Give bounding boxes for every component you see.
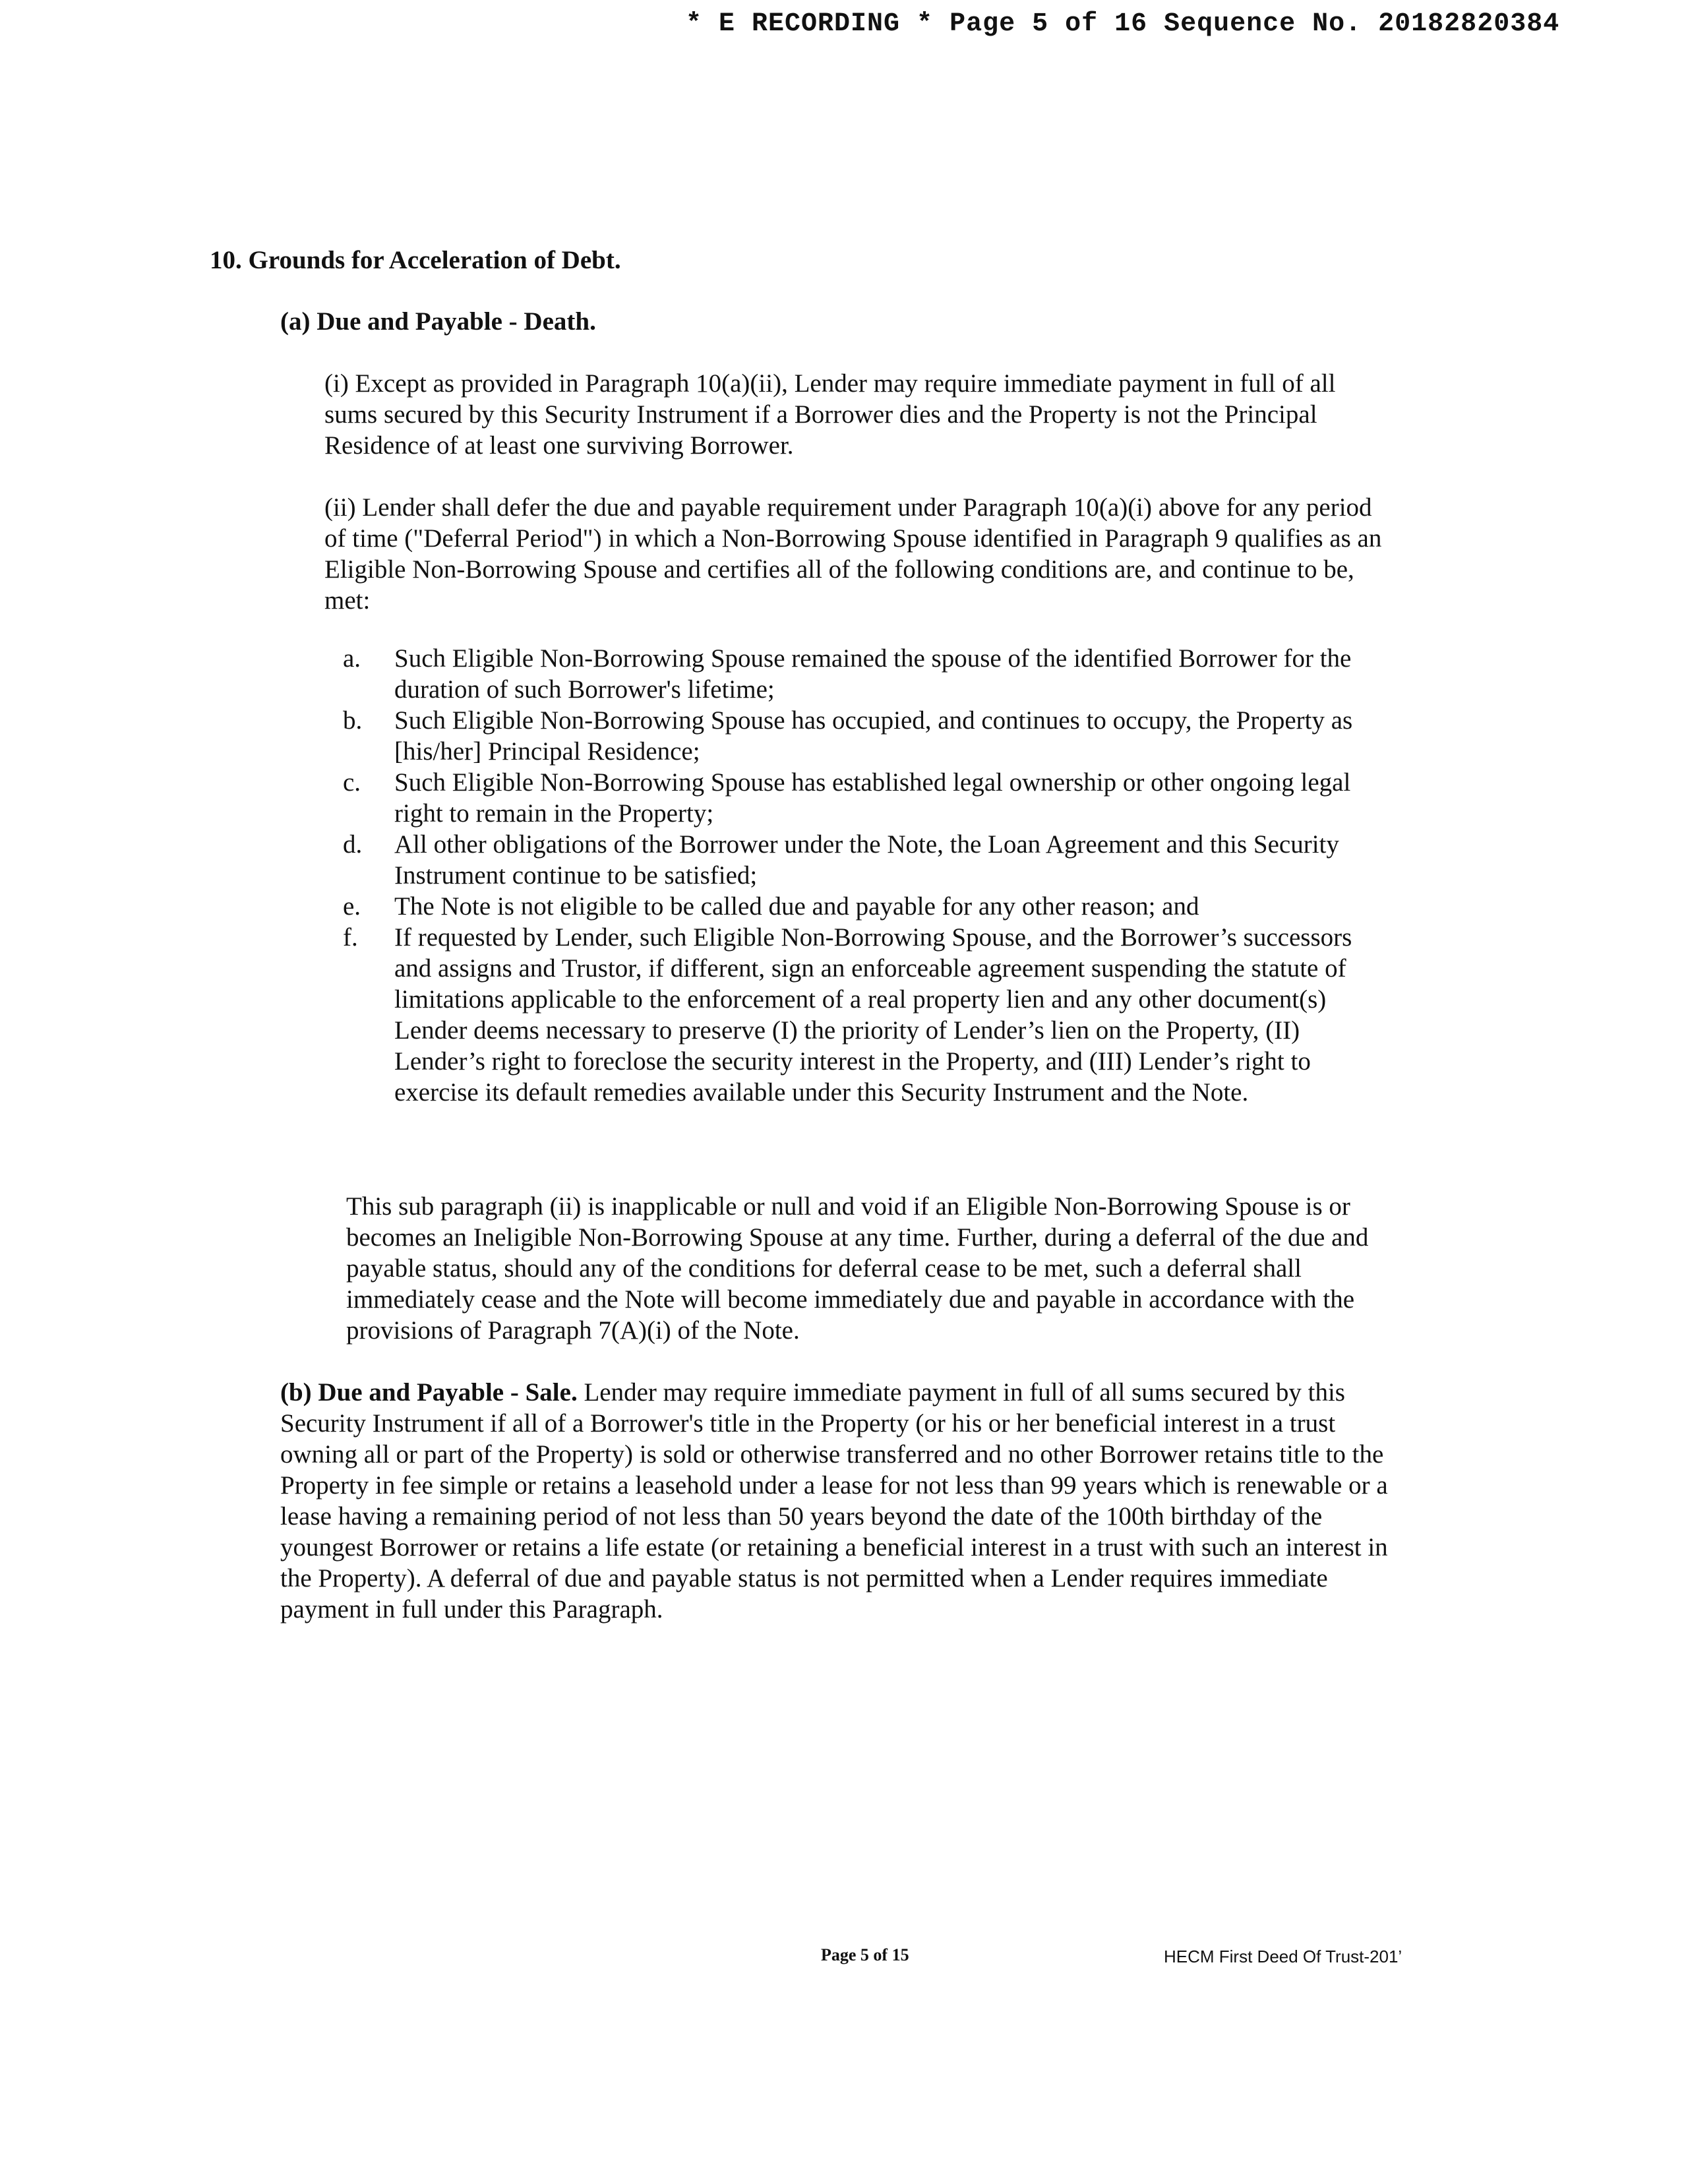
paragraph-ii: (ii) Lender shall defer the due and payable requirement under Paragraph 10(a)(i) above for any period of time ("Deferral Period") in which a Non-Borrowing Spouse identified in Paragraph 9 qualifies as an Eligible Non-Borrowing Spouse and certifies all of the following conditions are, and continue to be, met: bbox=[324, 493, 1382, 615]
subsection-b-paragraph bbox=[280, 1377, 1388, 1625]
list-item bbox=[343, 891, 1385, 922]
subsection-b-title: (b) Due and Payable - Sale. bbox=[280, 1378, 578, 1407]
recording-header: * E RECORDING * Page 5 of 16 Sequence No. 20182820384 bbox=[686, 9, 1560, 39]
subsection-a-title: (a) Due and Payable - Death. bbox=[280, 307, 596, 336]
list-item bbox=[343, 767, 1385, 829]
list-item-text: Such Eligible Non-Borrowing Spouse has occupied, and continues to occupy, the Property as [his/her] Principal Residence; bbox=[394, 706, 1353, 766]
list-item bbox=[343, 643, 1385, 705]
paragraph-i: (i) Except as provided in Paragraph 10(a)(ii), Lender may require immediate payment in full of all sums secured by this Security Instrument if a Borrower dies and the Property is not the Principal Residence of at least one surviving Borrower. bbox=[324, 369, 1336, 460]
list-marker: d. bbox=[343, 830, 363, 859]
list-marker: e. bbox=[343, 892, 361, 921]
list-item-text: Such Eligible Non-Borrowing Spouse remained the spouse of the identified Borrower for the duration of such Borrower's lifetime; bbox=[394, 644, 1352, 704]
list-marker: a. bbox=[343, 644, 361, 673]
list-item bbox=[343, 922, 1385, 1108]
list-marker: f. bbox=[343, 923, 358, 952]
list-item-text: All other obligations of the Borrower under the Note, the Loan Agreement and this Security Instrument continue to be satisfied; bbox=[394, 830, 1339, 890]
list-item bbox=[343, 705, 1385, 767]
section-title: 10. Grounds for Acceleration of Debt. bbox=[210, 246, 621, 274]
list-item-text: If requested by Lender, such Eligible Non-Borrowing Spouse, and the Borrower’s successors and assigns and Trustor, if different, sign an enforceable agreement suspending the statute of limitations applicable to the enforcement of a real property lien and any other document(s) Lender deems necessary to preserve (I) the priority of Lender’s lien on the Property, (II) Lender’s right to foreclose the security interest in the Property, and (III) Lender’s right to exercise its default remedies available under this Security Instrument and the Note. bbox=[394, 923, 1352, 1107]
list-item bbox=[343, 829, 1385, 891]
subsection-b-text: Lender may require immediate payment in full of all sums secured by this Security Instrument if all of a Borrower's title in the Property (or his or her beneficial interest in a trust owning all or part of the Property) is sold or otherwise transferred and no other Borrower retains title to the Property in fee simple or retains a leasehold under a lease for not less than 99 years which is renewable or a lease having a remaining period of not less than 50 years beyond the date of the 100th birthday of the youngest Borrower or retains a life estate (or retaining a beneficial interest in a trust with such an interest in the Property). A deferral of due and payable status is not permitted when a Lender requires immediate payment in full under this Paragraph. bbox=[280, 1378, 1388, 1623]
list-item-text: The Note is not eligible to be called due and payable for any other reason; and bbox=[394, 892, 1199, 921]
list-item-text: Such Eligible Non-Borrowing Spouse has established legal ownership or other ongoing legal right to remain in the Property; bbox=[394, 768, 1351, 828]
deferral-conditions-list bbox=[343, 643, 1385, 1108]
footer-page-number: Page 5 of 15 bbox=[821, 1945, 909, 1964]
list-marker: c. bbox=[343, 768, 361, 797]
list-marker: b. bbox=[343, 706, 363, 735]
null-and-void-paragraph: This sub paragraph (ii) is inapplicable or null and void if an Eligible Non-Borrowing Spouse is or becomes an Ineligible Non-Borrowing Spouse at any time. Further, during a deferral of the due and payable status, should any of the conditions for deferral cease to be met, such a deferral shall immediately cease and the Note will become immediately due and payable in accordance with the provisions of Paragraph 7(A)(i) of the Note. bbox=[346, 1192, 1369, 1345]
footer-form-name: HECM First Deed Of Trust-201’ bbox=[1164, 1947, 1402, 1966]
